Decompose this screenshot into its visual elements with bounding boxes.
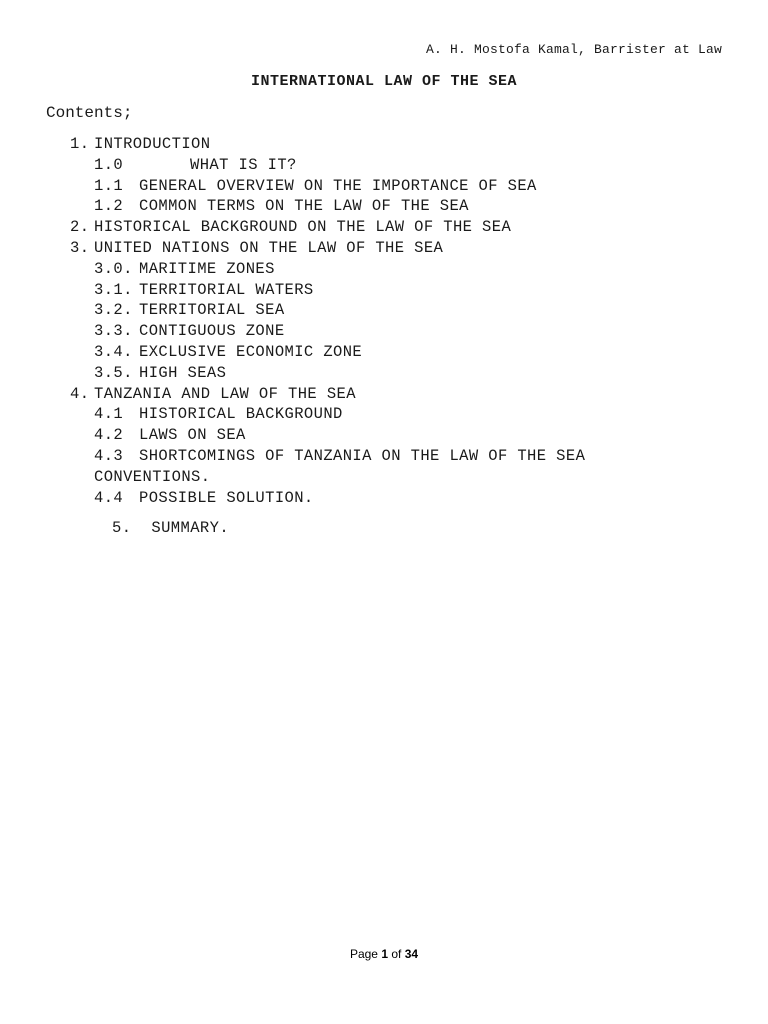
toc-item [0,488,768,509]
toc-item [0,342,768,363]
toc-item [0,321,768,342]
toc-number: 3.0. [94,259,133,278]
toc-text: CONTIGUOUS ZONE [139,322,285,341]
toc-text: HISTORICAL BACKGROUND [139,405,343,424]
toc-item [0,446,768,467]
toc-text: CONVENTIONS. [94,467,211,486]
toc-text: LAWS ON SEA [139,426,246,445]
header-author: A. H. Mostofa Kamal, Barrister at Law [425,42,722,57]
toc-number: 3.2. [94,301,133,320]
toc-text: MARITIME ZONES [139,259,275,278]
toc-item [0,404,768,425]
page-total: 34 [404,947,419,961]
toc-item [0,280,768,301]
toc-text: HISTORICAL BACKGROUND ON THE LAW OF THE SEA [94,218,512,237]
document-title: INTERNATIONAL LAW OF THE SEA [250,73,518,90]
contents-label: Contents; [46,104,133,122]
toc-item [0,384,768,405]
toc-number: 5. [112,519,132,537]
toc-number: 3.5. [94,363,133,382]
toc-text: WHAT IS IT? [190,155,297,174]
toc-number: 4.4 [94,488,124,507]
toc-text: GENERAL OVERVIEW ON THE IMPORTANCE OF SEA [139,176,537,195]
toc-item [0,425,768,446]
toc-number: 3.4. [94,342,133,361]
toc-text: UNITED NATIONS ON THE LAW OF THE SEA [94,238,444,257]
toc-item [0,300,768,321]
toc-number: 1. [70,135,90,153]
toc-number: 1.0 [94,155,124,174]
page-footer [0,947,768,961]
toc-item [0,196,768,217]
toc-item [0,259,768,280]
toc-number: 4. [70,384,90,403]
toc-text: TANZANIA AND LAW OF THE SEA [94,384,356,403]
toc-number: 1.2 [94,197,124,216]
toc-text: SHORTCOMINGS OF TANZANIA ON THE LAW OF THE SEA [139,446,586,465]
toc-text: TERRITORIAL WATERS [139,280,314,299]
toc-item [0,238,768,259]
toc-number: 2. [70,218,90,237]
toc-text: TERRITORIAL SEA [139,301,285,320]
toc-text: COMMON TERMS ON THE LAW OF THE SEA [139,197,469,216]
toc-text: SUMMARY. [151,519,230,537]
toc-text: HIGH SEAS [139,363,227,382]
toc-item [0,217,768,238]
toc-item [0,363,768,384]
toc-item [0,176,768,197]
page-number: 1 [381,947,388,961]
toc-number: 3.3. [94,322,133,341]
toc-item [0,155,768,176]
toc-item-summary [112,519,229,537]
toc-text: INTRODUCTION [94,135,211,153]
toc-number: 4.1 [94,405,124,424]
toc-item [0,134,768,155]
page-of-label: of [391,947,402,961]
table-of-contents [0,134,768,508]
toc-number: 4.3 [94,446,124,465]
toc-text: POSSIBLE SOLUTION. [139,488,314,507]
toc-number: 3.1. [94,280,133,299]
toc-text: EXCLUSIVE ECONOMIC ZONE [139,342,363,361]
page-label: Page [349,947,378,961]
toc-number: 1.1 [94,176,124,195]
toc-number: 3. [70,238,90,257]
toc-item-continuation [0,467,768,488]
toc-number: 4.2 [94,426,124,445]
